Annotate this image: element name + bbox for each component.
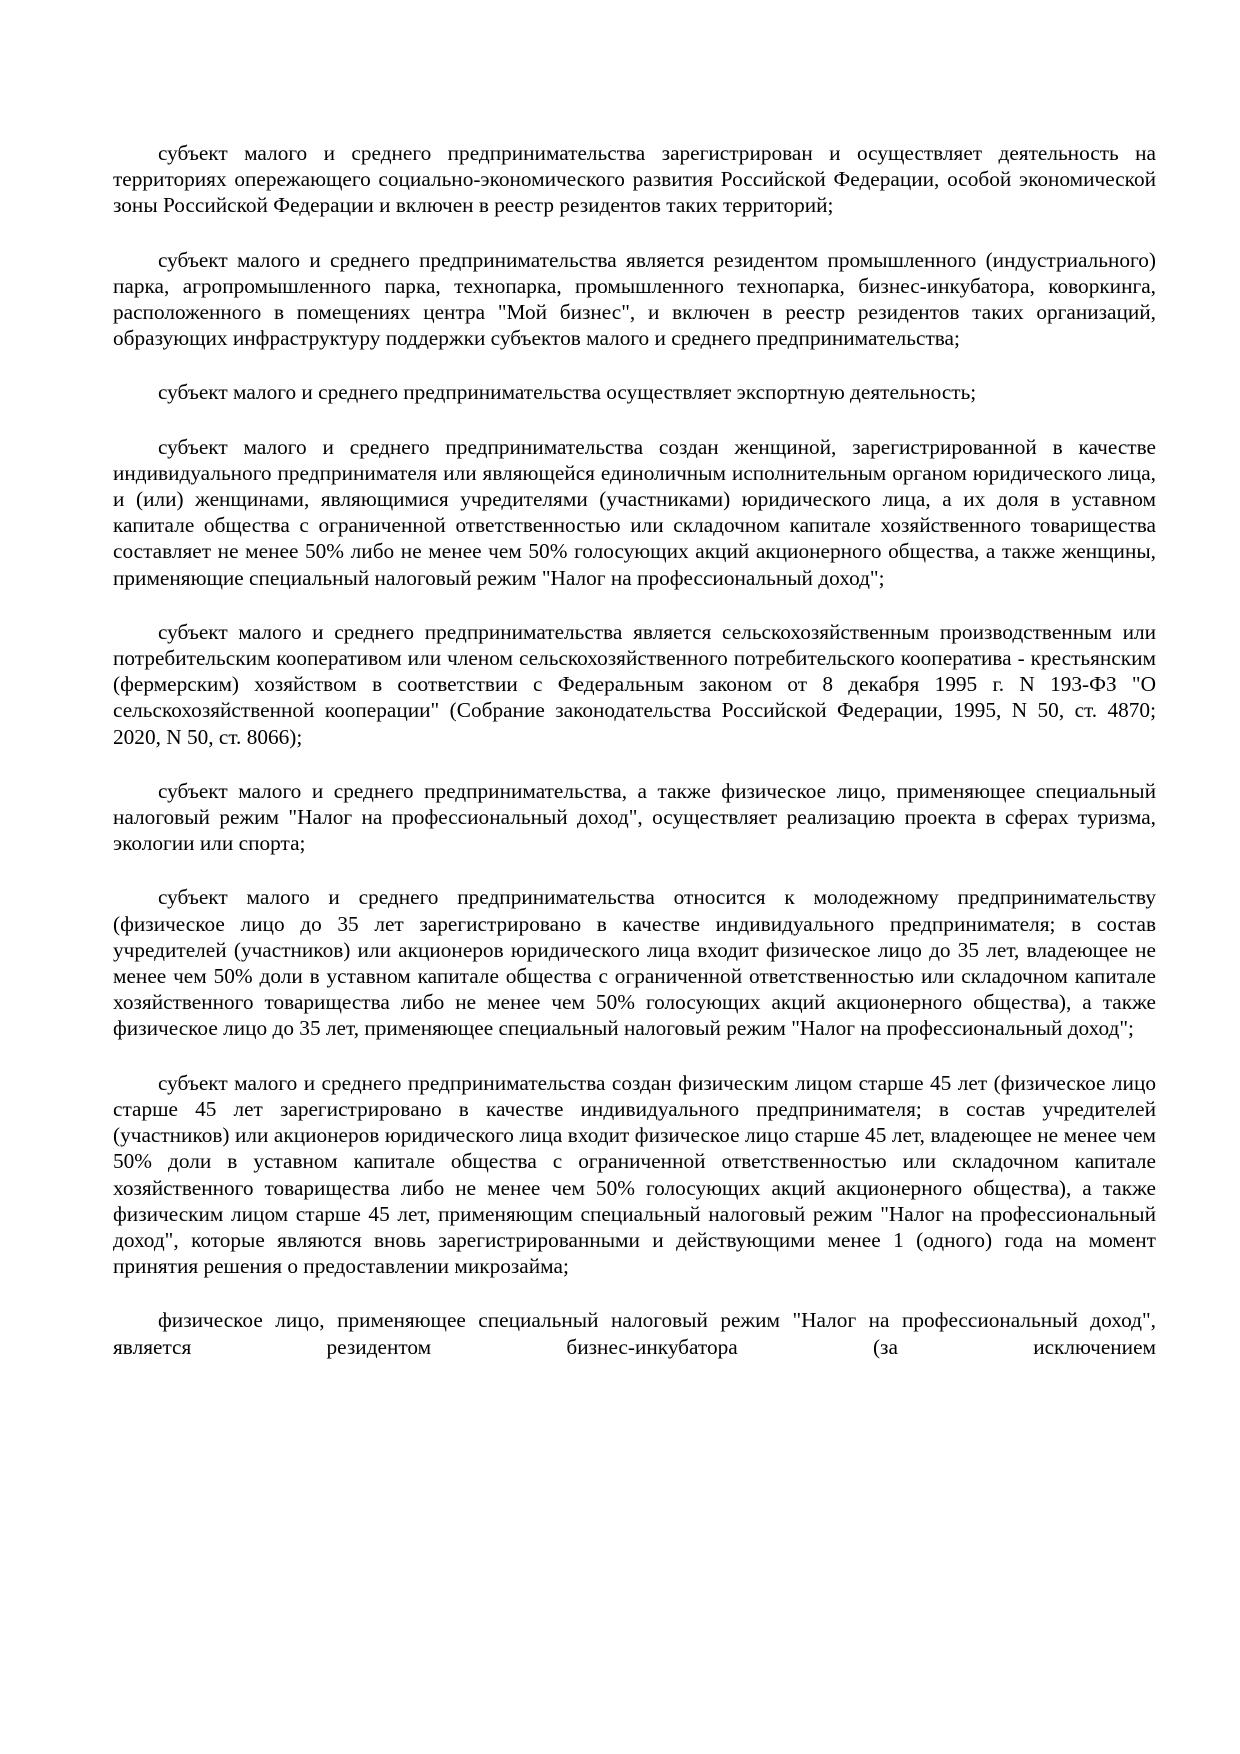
paragraph-youth-entrepreneurship: субъект малого и среднего предпринимательства относится к молодежному предпринимательству (физическое лицо до 35 лет зарегистрировано в качестве индивидуального предпринимателя; в состав учредителей (участников) или акционеров юридического лица входит физическое лицо до 35 лет, владеющее не менее чем 50% доли в уставном капитале общества с ограниченной ответственностью или складочном капитале хозяйственного товарищества либо не менее чем 50% голосующих акций акционерного общества), а также физическое лицо до 35 лет, применяющее специальный налоговый режим "Налог на профессиональный доход"; <box>113 885 1156 1041</box>
paragraph-industrial-park-resident: субъект малого и среднего предпринимательства является резидентом промышленного (индустриального) парка, агропромышленного парка, технопарка, промышленного технопарка, бизнес-инкубатора, коворкинга, расположенного в помещениях центра "Мой бизнес", и включен в реестр резидентов таких организаций, образующих инфраструктуру поддержки субъектов малого и среднего предпринимательства; <box>113 247 1156 351</box>
paragraph-export-activity: субъект малого и среднего предпринимательства осуществляет экспортную деятельность; <box>158 380 977 405</box>
paragraph-self-employed-incubator: физическое лицо, применяющее специальный налоговый режим "Налог на профессиональный доход", является резидентом бизнес-инкубатора (за исключением <box>113 1308 1156 1359</box>
paragraph-women-entrepreneurship: субъект малого и среднего предпринимательства создан женщиной, зарегистрированной в качестве индивидуального предпринимателя или являющейся единоличным исполнительным органом юридического лица, и (или) женщинами, являющимися учредителями (участниками) юридического лица, а их доля в уставном капитале общества с ограниченной ответственностью или складочном капитале хозяйственного товарищества составляет не менее 50% либо не менее чем 50% голосующих акций акционерного общества, а также женщины, применяющие специальный налоговый режим "Налог на профессиональный доход"; <box>113 434 1156 590</box>
paragraph-tourism-ecology-sport: субъект малого и среднего предпринимательства, а также физическое лицо, применяющее специальный налоговый режим "Налог на профессиональный доход", осуществляет реализацию проекта в сферах туризма, экологии или спорта; <box>113 778 1156 856</box>
paragraph-tosez-resident: субъект малого и среднего предпринимательства зарегистрирован и осуществляет деятельность на территориях опережающего социально-экономического развития Российской Федерации, особой экономической зоны Российской Федерации и включен в реестр резидентов таких территорий; <box>113 141 1156 218</box>
paragraph-agricultural-cooperative: субъект малого и среднего предпринимательства является сельскохозяйственным производственным или потребительским кооперативом или членом сельскохозяйственного потребительского кооператива - крестьянским (фермерским) хозяйством в соответствии с Федеральным законом от 8 декабря 1995 г. N 193-ФЗ "О сельскохозяйственной кооперации" (Собрание законодательства Российской Федерации, 1995, N 50, ст. 4870; 2020, N 50, ст. 8066); <box>113 619 1156 749</box>
document-page <box>113 140 1156 1388</box>
paragraph-over-45-entrepreneurship: субъект малого и среднего предпринимательства создан физическим лицом старше 45 лет (физическое лицо старше 45 лет зарегистрировано в качестве индивидуального предпринимателя; в состав учредителей (участников) или акционеров юридического лица входит физическое лицо старше 45 лет, владеющее не менее чем 50% доли в уставном капитале общества с ограниченной ответственностью или складочном капитале хозяйственного товарищества либо не менее чем 50% голосующих акций акционерного общества), а также физическим лицом старше 45 лет, применяющим специальный налоговый режим "Налог на профессиональный доход", которые являются вновь зарегистрированными и действующими менее 1 (одного) года на момент принятия решения о предоставлении микрозайма; <box>113 1070 1156 1279</box>
